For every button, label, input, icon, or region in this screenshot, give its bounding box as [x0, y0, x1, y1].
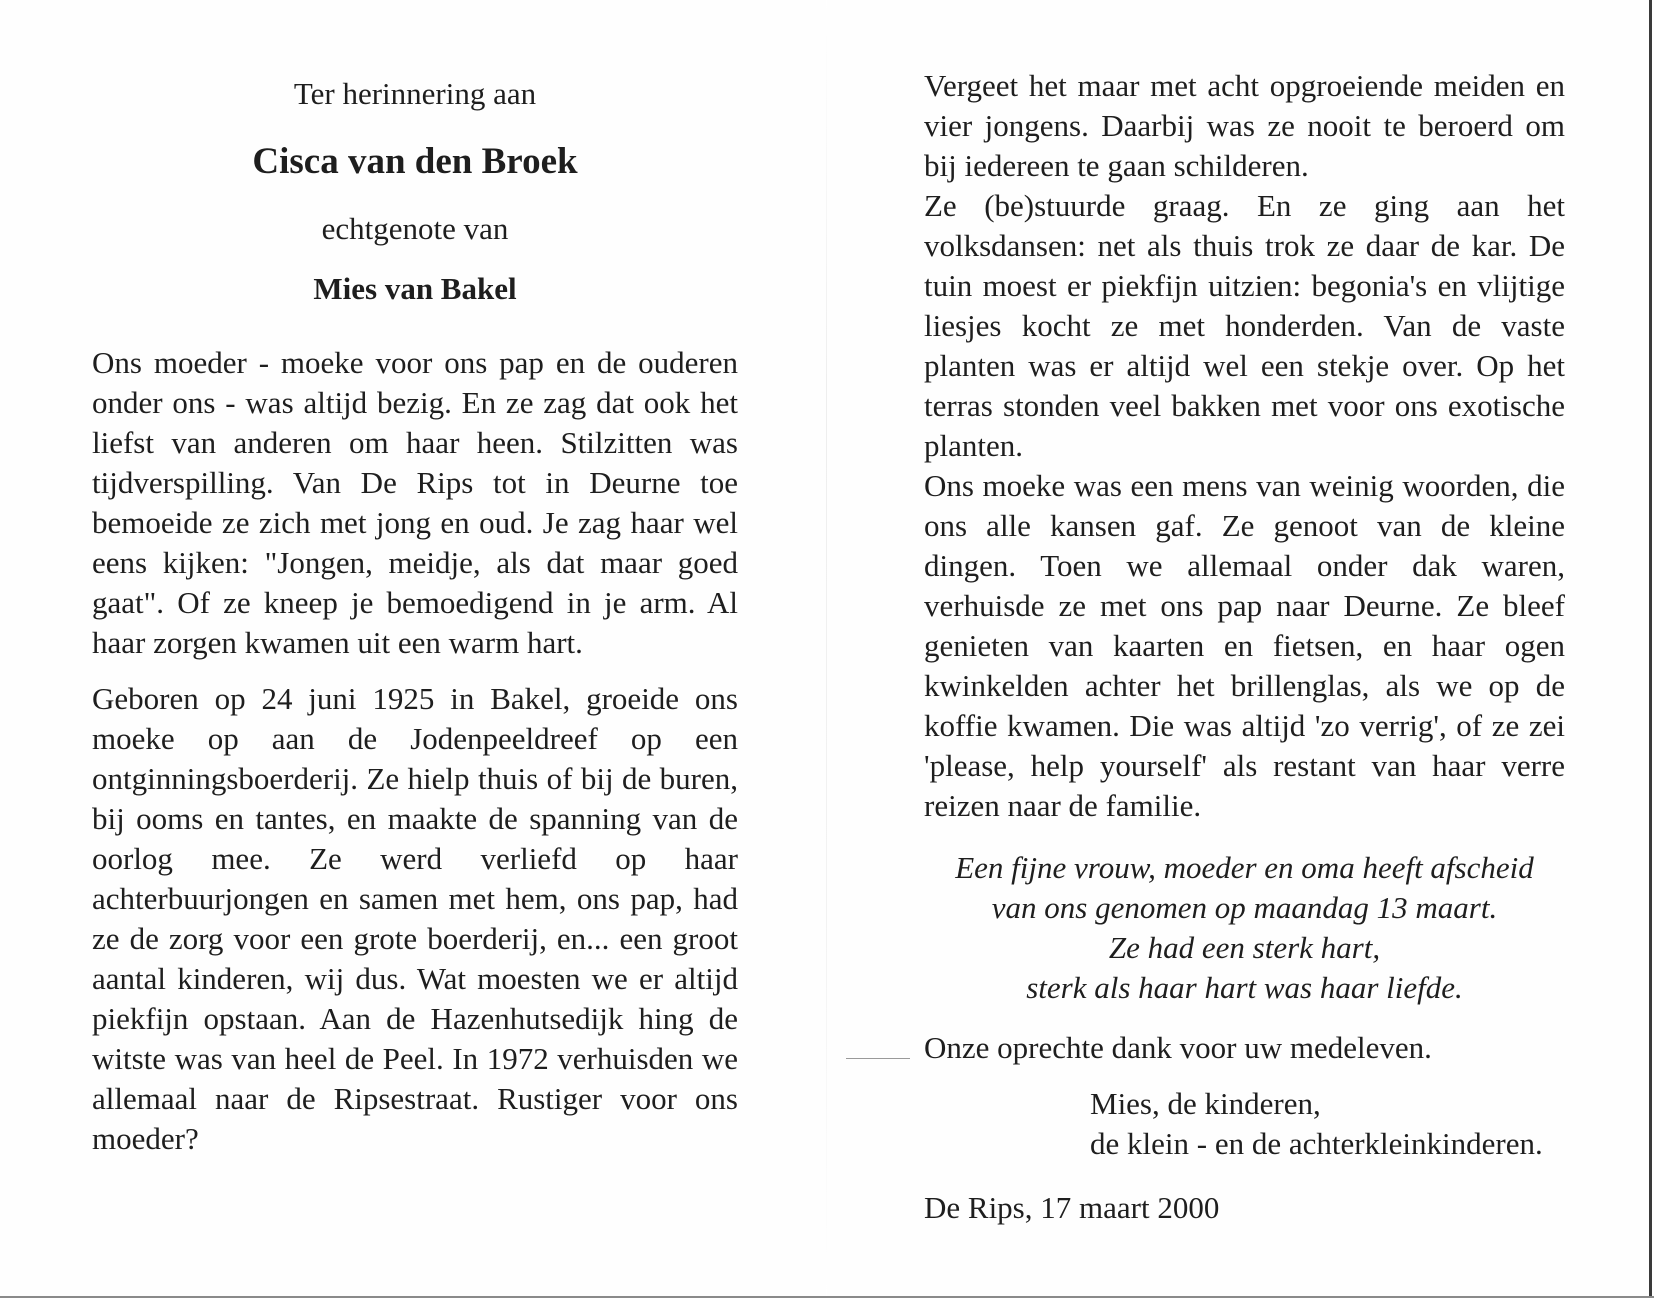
closing-line: sterk als haar hart was haar liefde. [1026, 970, 1463, 1005]
signature-line: Mies, de kinderen, [1090, 1086, 1321, 1121]
right-page [924, 66, 1565, 1226]
closing-line: Ze had een sterk hart, [1108, 930, 1381, 965]
place-date: De Rips, 17 maart 2000 [924, 1190, 1220, 1225]
card-edge-right [1649, 0, 1652, 1298]
scan-mark [846, 1058, 910, 1059]
card-fold [826, 0, 827, 1298]
memorial-paragraph-1: Ons moeder - moeke voor ons pap en de ouderen onder ons - was altijd bezig. En ze zag dat ook het liefst van anderen om haar heen. Stilzitten was tijdverspilling. Van De Rips tot in Deurne toe bemoeide ze zich met jong en oud. Je zag haar wel eens kijken: "Jongen, meidje, als dat maar goed gaat". Of ze kneep je bemoedigend in je arm. Al haar zorgen kwamen uit een warm hart. [92, 345, 738, 660]
thanks-text: Onze oprechte dank voor uw medeleven. [924, 1030, 1432, 1065]
left-page [92, 66, 738, 1159]
deceased-name: Cisca van den Broek [252, 141, 578, 182]
memorial-paragraph-3: Vergeet het maar met acht opgroeiende meiden en vier jongens. Daarbij was ze nooit te beroerd om bij iedereen te gaan schilderen. [924, 68, 1565, 183]
closing-line: Een fijne vrouw, moeder en oma heeft afscheid [955, 850, 1534, 885]
closing-line: van ons genomen op maandag 13 maart. [991, 890, 1498, 925]
spouse-name: Mies van Bakel [313, 271, 517, 306]
spouse-intro: echtgenote van [321, 211, 509, 246]
memorial-paragraph-5: Ons moeke was een mens van weinig woorden, die ons alle kansen gaf. Ze genoot van de kleine dingen. Toen we allemaal onder dak waren, verhuisde ze met ons pap naar Deurne. Ze bleef genieten van kaarten en fietsen, en haar ogen kwinkelden achter het brillenglas, als we op de koffie kwamen. Die was altijd 'zo verrig', of ze zei 'please, help yourself' als restant van haar verre reizen naar de familie. [924, 468, 1565, 823]
signature-line: de klein - en de achterkleinkinderen. [1090, 1126, 1543, 1161]
intro-text: Ter herinnering aan [293, 76, 537, 111]
signature [1090, 1084, 1565, 1164]
closing-verse [924, 848, 1565, 1008]
memorial-paragraph-2: Geboren op 24 juni 1925 in Bakel, groeide ons moeke op aan de Jodenpeeldreef op een ontginningsboerderij. Ze hielp thuis of bij de buren, bij ooms en tantes, en maakte de spanning van de oorlog mee. Ze werd verliefd op haar achterbuurjongen en samen met hem, ons pap, had ze de zorg voor een grote boerderij, en... een groot aantal kinderen, wij dus. Wat moesten we er altijd piekfijn opstaan. Aan de Hazenhutsedijk hing de witste was van heel de Peel. In 1972 verhuisden we allemaal naar de Ripsestraat. Rustiger voor ons moeder? [92, 681, 738, 1156]
memorial-paragraph-4: Ze (be)stuurde graag. En ze ging aan het volksdansen: net als thuis trok ze daar de kar. De tuin moest er piekfijn uitzien: begonia's en vlijtige liesjes kocht ze met honderden. Van de vaste planten was er altijd wel een stekje over. Op het terras stonden veel bakken met voor ons exotische planten. [924, 188, 1565, 463]
